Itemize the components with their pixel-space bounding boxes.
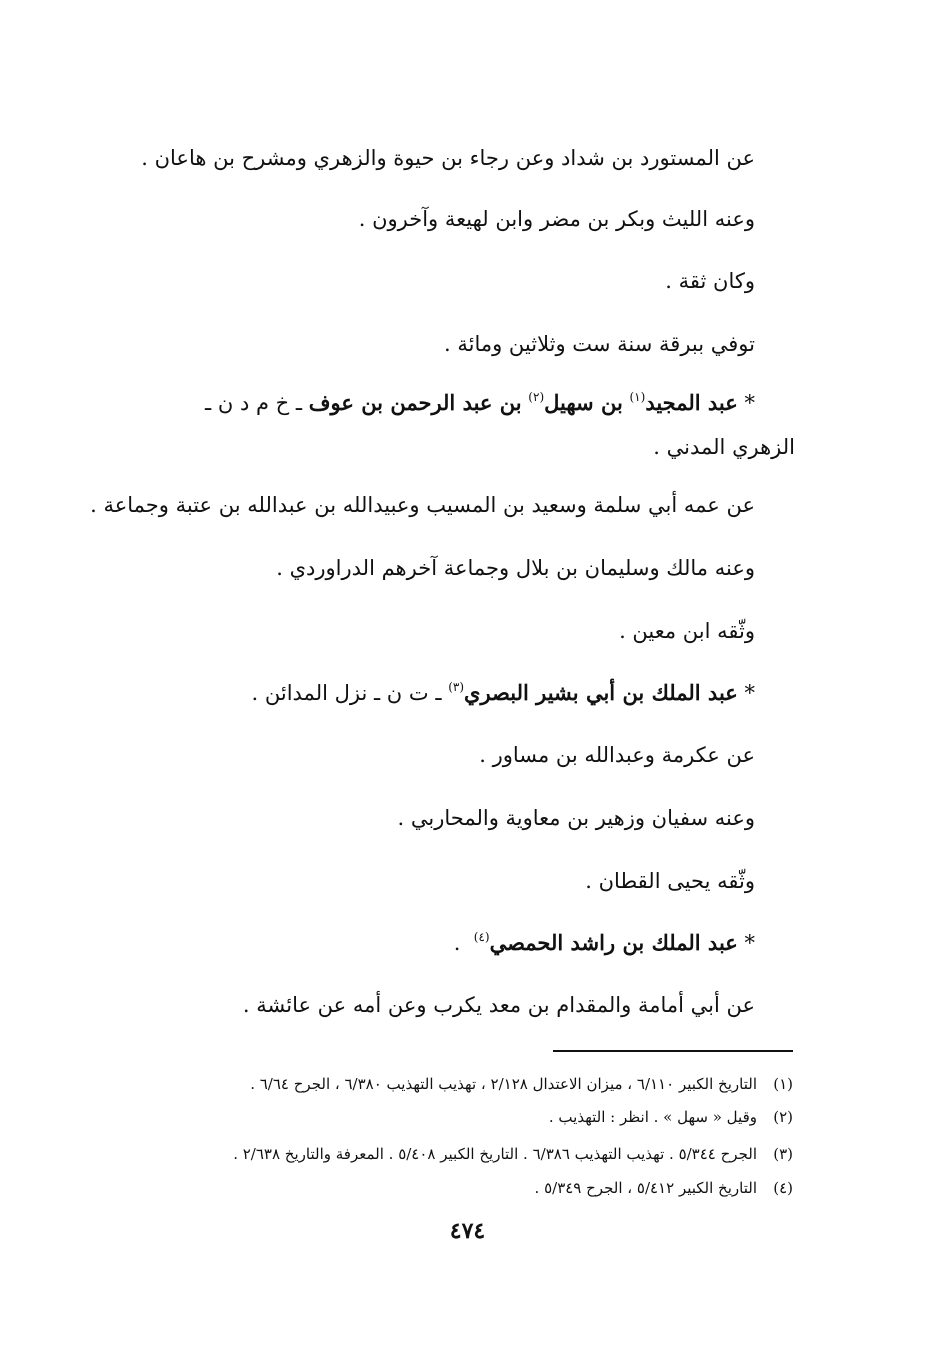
entry-continuation: الزهري المدني .	[653, 435, 795, 459]
body-line: عن عمه أبي سلمة وسعيد بن المسيب وعبيدالله بن عبدالله بن عتبة وجماعة .	[90, 493, 755, 517]
entry-codes: ـ ت ن ـ نزل المدائن .	[251, 681, 442, 705]
footnote-ref: (٣)	[448, 680, 465, 694]
footnote-ref: (٤)	[473, 930, 490, 944]
footnote-number: (٣)	[773, 1145, 793, 1163]
footnote-text: وقيل « سهل » . انظر : التهذيب .	[548, 1108, 757, 1126]
entry-star: *	[744, 931, 755, 955]
entry-name: عبد الملك بن راشد الحمصي	[489, 930, 738, 955]
body-line: وثّقه يحيى القطان .	[585, 869, 755, 893]
body-line: وعنه سفيان وزهير بن معاوية والمحاربي .	[397, 806, 755, 830]
entry-heading-abdul-malik-basri	[130, 678, 755, 711]
footnote-number: (٤)	[773, 1179, 793, 1197]
footnote-ref: (١)	[629, 390, 646, 404]
body-line: عن عكرمة وعبدالله بن مساور .	[479, 743, 755, 767]
entry-name: عبد المجيد	[645, 390, 738, 415]
body-line: وكان ثقة .	[665, 269, 755, 293]
entry-name: بن عبد الرحمن بن عوف	[308, 390, 522, 415]
entry-tail: .	[453, 931, 461, 955]
footnote-text: الجرح ٥/٣٤٤ . تهذيب التهذيب ٦/٣٨٦ . التاريخ الكبير ٥/٤٠٨ . المعرفة والتاريخ ٢/٦٣٨ .	[233, 1145, 757, 1163]
body-line: وعنه مالك وسليمان بن بلال وجماعة آخرهم الدراوردي .	[276, 556, 755, 580]
entry-star: *	[744, 391, 755, 415]
footnote	[120, 1176, 793, 1200]
entry-star: *	[744, 681, 755, 705]
body-line: عن المستورد بن شداد وعن رجاء بن حيوة والزهري ومشرح بن هاعان .	[141, 146, 755, 170]
footnote-number: (١)	[773, 1075, 793, 1093]
page-number: ٤٧٤	[449, 1218, 486, 1244]
entry-name: عبد الملك بن أبي بشير البصري	[464, 680, 738, 705]
footnote-number: (٢)	[773, 1108, 793, 1126]
footnote	[120, 1072, 793, 1096]
footnote-text: التاريخ الكبير ٦/١١٠ ، ميزان الاعتدال ٢/١٢٨ ، تهذيب التهذيب ٦/٣٨٠ ، الجرح ٦/٦٤ .	[250, 1075, 757, 1093]
body-line: وثّقه ابن معين .	[619, 619, 755, 643]
footnote-text: التاريخ الكبير ٥/٤١٢ ، الجرح ٥/٣٤٩ .	[534, 1179, 757, 1197]
footnote	[120, 1105, 793, 1129]
body-line: توفي ببرقة سنة ست وثلاثين ومائة .	[443, 332, 755, 356]
entry-name: بن سهيل	[544, 390, 623, 415]
footnote-separator	[553, 1050, 793, 1052]
entry-codes: ـ خ م د ن ـ	[205, 391, 303, 415]
body-line: وعنه الليث وبكر بن مضر وابن لهيعة وآخرون .	[358, 207, 755, 231]
entry-heading-abdul-malik-himsi	[130, 928, 755, 961]
body-line: عن أبي أمامة والمقدام بن معد يكرب وعن أمه عن عائشة .	[242, 993, 755, 1017]
footnote-ref: (٢)	[528, 390, 545, 404]
footnote	[120, 1142, 793, 1166]
entry-heading-abdul-majid	[130, 388, 755, 421]
